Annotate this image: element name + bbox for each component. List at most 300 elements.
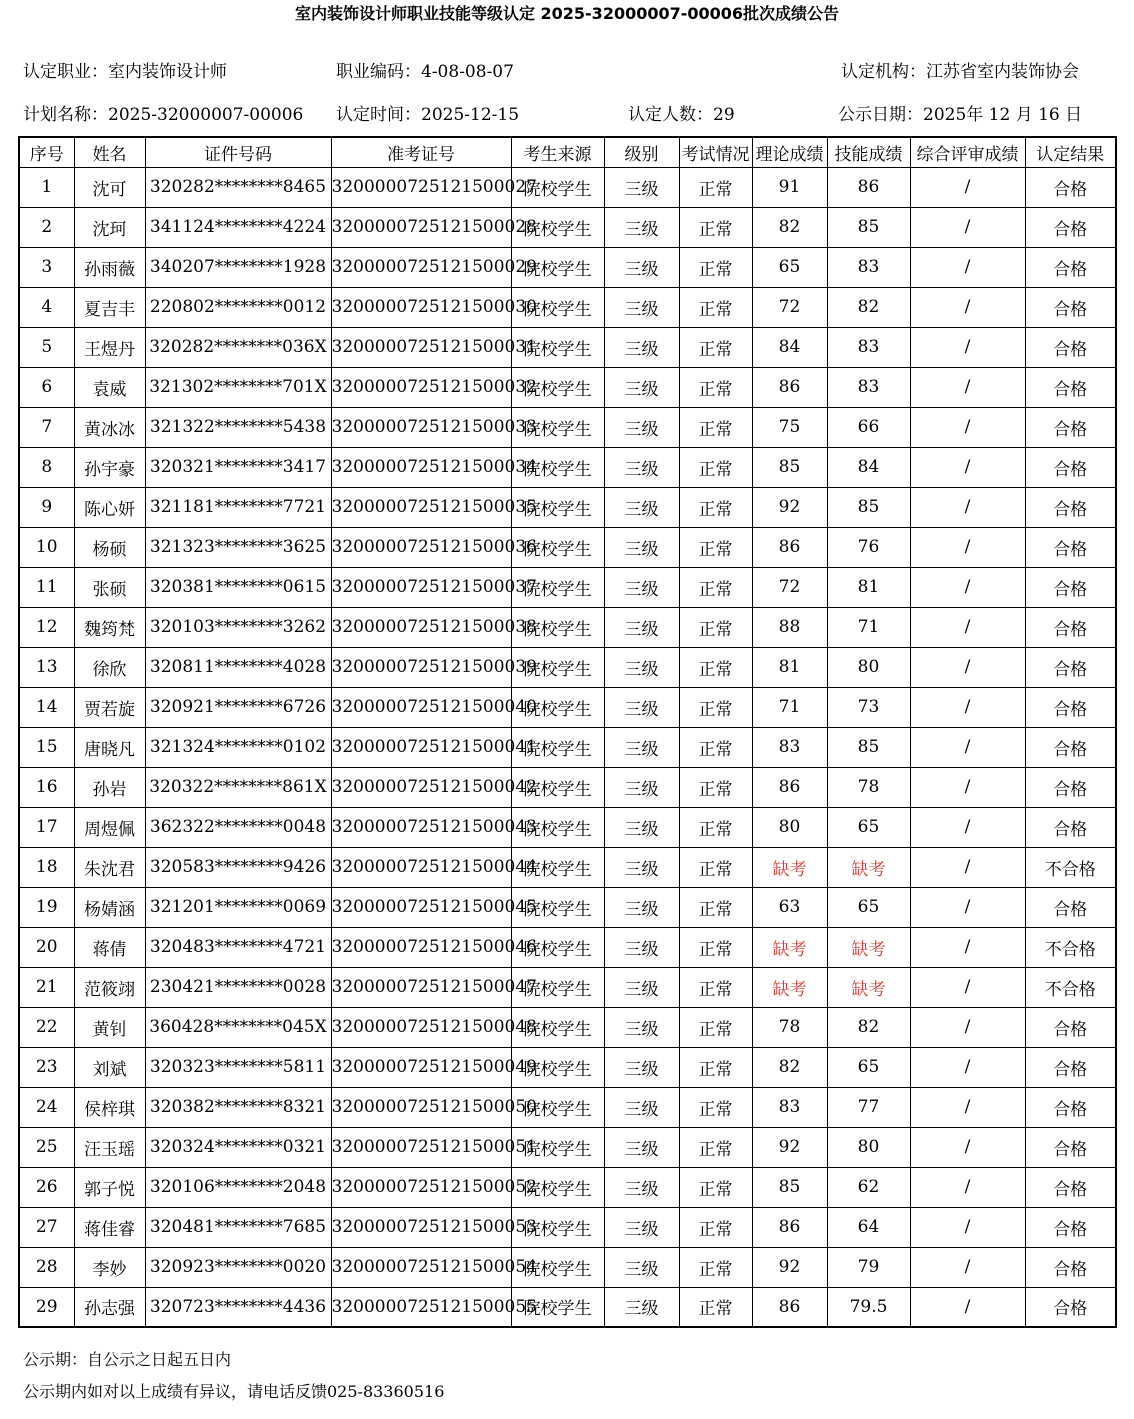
cell-level: 三级 (604, 687, 679, 727)
cell-level: 三级 (604, 927, 679, 967)
cell-skill-score: 缺考 (827, 927, 910, 967)
cell-exam-status: 正常 (679, 607, 752, 647)
cell-source: 院校学生 (511, 167, 604, 207)
cell-skill-score: 85 (827, 487, 910, 527)
cell-theory-score: 72 (752, 567, 827, 607)
cell-result: 合格 (1025, 887, 1116, 927)
cell-exam-number: 3200000725121500029 (331, 247, 511, 287)
table-row (19, 1247, 1116, 1287)
cell-review-score: / (910, 847, 1025, 887)
table-row (19, 327, 1116, 367)
cell-name: 孙岩 (74, 767, 145, 807)
cell-exam-status: 正常 (679, 967, 752, 1007)
cell-result: 合格 (1025, 367, 1116, 407)
cell-skill-score: 79.5 (827, 1287, 910, 1327)
cell-theory-score: 92 (752, 487, 827, 527)
publish-date-info: 公示日期：2025年 12 月 16 日 (838, 105, 1083, 125)
cell-source: 院校学生 (511, 527, 604, 567)
cell-skill-score: 85 (827, 207, 910, 247)
cell-review-score: / (910, 247, 1025, 287)
cell-exam-status: 正常 (679, 487, 752, 527)
institution-info: 认定机构：江苏省室内装饰协会 (841, 62, 1079, 82)
cell-exam-number: 3200000725121500036 (331, 527, 511, 567)
cell-no: 23 (19, 1047, 74, 1087)
cell-level: 三级 (604, 1167, 679, 1207)
cell-skill-score: 62 (827, 1167, 910, 1207)
cell-result: 不合格 (1025, 967, 1116, 1007)
cell-result: 合格 (1025, 327, 1116, 367)
cell-exam-status: 正常 (679, 327, 752, 367)
page-title: 室内装饰设计师职业技能等级认定 2025-32000007-00006批次成绩公告 (294, 4, 840, 23)
cell-exam-status: 正常 (679, 1047, 752, 1087)
header-result: 认定结果 (1025, 137, 1116, 167)
cell-exam-number: 3200000725121500048 (331, 1007, 511, 1047)
cell-source: 院校学生 (511, 807, 604, 847)
cell-id-number: 320583********9426 (145, 847, 331, 887)
cell-exam-number: 3200000725121500033 (331, 407, 511, 447)
cell-exam-status: 正常 (679, 887, 752, 927)
cell-no: 13 (19, 647, 74, 687)
cell-level: 三级 (604, 1207, 679, 1247)
cell-review-score: / (910, 607, 1025, 647)
cell-source: 院校学生 (511, 1087, 604, 1127)
cell-id-number: 320923********0020 (145, 1247, 331, 1287)
cell-exam-status: 正常 (679, 1167, 752, 1207)
cell-exam-status: 正常 (679, 407, 752, 447)
cell-exam-status: 正常 (679, 1287, 752, 1327)
table-row (19, 1207, 1116, 1247)
table-row (19, 847, 1116, 887)
table-body (19, 167, 1116, 1327)
cell-name: 汪玉瑶 (74, 1127, 145, 1167)
cell-result: 合格 (1025, 447, 1116, 487)
cell-exam-number: 3200000725121500038 (331, 607, 511, 647)
cell-theory-score: 85 (752, 447, 827, 487)
cell-theory-score: 86 (752, 1207, 827, 1247)
cell-review-score: / (910, 967, 1025, 1007)
cell-exam-status: 正常 (679, 287, 752, 327)
cell-source: 院校学生 (511, 447, 604, 487)
cell-exam-status: 正常 (679, 807, 752, 847)
cell-exam-status: 正常 (679, 1007, 752, 1047)
cell-no: 1 (19, 167, 74, 207)
cell-skill-score: 71 (827, 607, 910, 647)
cell-level: 三级 (604, 207, 679, 247)
cell-id-number: 320481********7685 (145, 1207, 331, 1247)
cell-result: 合格 (1025, 527, 1116, 567)
cell-review-score: / (910, 487, 1025, 527)
cell-skill-score: 85 (827, 727, 910, 767)
cell-id-number: 320811********4028 (145, 647, 331, 687)
cell-no: 27 (19, 1207, 74, 1247)
cell-exam-status: 正常 (679, 247, 752, 287)
table-row (19, 1167, 1116, 1207)
cell-source: 院校学生 (511, 247, 604, 287)
header-exam-status: 考试情况 (679, 137, 752, 167)
cell-id-number: 320282********8465 (145, 167, 331, 207)
cell-review-score: / (910, 1247, 1025, 1287)
cell-skill-score: 缺考 (827, 847, 910, 887)
cell-level: 三级 (604, 487, 679, 527)
cell-name: 杨婧涵 (74, 887, 145, 927)
cell-id-number: 320103********3262 (145, 607, 331, 647)
cell-no: 2 (19, 207, 74, 247)
cell-exam-status: 正常 (679, 687, 752, 727)
cell-level: 三级 (604, 247, 679, 287)
cell-level: 三级 (604, 1247, 679, 1287)
cell-review-score: / (910, 287, 1025, 327)
cell-theory-score: 82 (752, 207, 827, 247)
cell-name: 唐晓凡 (74, 727, 145, 767)
cell-exam-number: 3200000725121500049 (331, 1047, 511, 1087)
cell-review-score: / (910, 807, 1025, 847)
cell-source: 院校学生 (511, 207, 604, 247)
cell-theory-score: 86 (752, 1287, 827, 1327)
cell-review-score: / (910, 647, 1025, 687)
cell-review-score: / (910, 1167, 1025, 1207)
cell-result: 合格 (1025, 247, 1116, 287)
cell-source: 院校学生 (511, 887, 604, 927)
cell-theory-score: 86 (752, 527, 827, 567)
cell-review-score: / (910, 927, 1025, 967)
table-row (19, 967, 1116, 1007)
table-row (19, 727, 1116, 767)
cell-level: 三级 (604, 647, 679, 687)
cell-id-number: 362322********0048 (145, 807, 331, 847)
cell-skill-score: 84 (827, 447, 910, 487)
cell-review-score: / (910, 767, 1025, 807)
table-row (19, 767, 1116, 807)
cell-id-number: 320106********2048 (145, 1167, 331, 1207)
cell-level: 三级 (604, 567, 679, 607)
cell-exam-status: 正常 (679, 567, 752, 607)
cell-exam-number: 3200000725121500043 (331, 807, 511, 847)
cell-id-number: 320282********036X (145, 327, 331, 367)
cell-theory-score: 71 (752, 687, 827, 727)
table-row (19, 207, 1116, 247)
cell-exam-number: 3200000725121500053 (331, 1207, 511, 1247)
table-row (19, 527, 1116, 567)
cell-no: 15 (19, 727, 74, 767)
cell-level: 三级 (604, 887, 679, 927)
candidate-count-info: 认定人数：29 (628, 105, 735, 125)
header-source: 考生来源 (511, 137, 604, 167)
table-row (19, 647, 1116, 687)
cell-no: 19 (19, 887, 74, 927)
cell-source: 院校学生 (511, 727, 604, 767)
cell-no: 12 (19, 607, 74, 647)
table-row (19, 687, 1116, 727)
cell-id-number: 320921********6726 (145, 687, 331, 727)
table-row (19, 367, 1116, 407)
cell-name: 沈珂 (74, 207, 145, 247)
cell-name: 孙宇豪 (74, 447, 145, 487)
cell-exam-status: 正常 (679, 767, 752, 807)
cell-id-number: 340207********1928 (145, 247, 331, 287)
table-row (19, 567, 1116, 607)
cell-name: 范筱翊 (74, 967, 145, 1007)
cell-theory-score: 缺考 (752, 927, 827, 967)
cell-level: 三级 (604, 167, 679, 207)
cell-skill-score: 65 (827, 1047, 910, 1087)
cell-id-number: 341124********4224 (145, 207, 331, 247)
cell-name: 夏吉丰 (74, 287, 145, 327)
cell-id-number: 230421********0028 (145, 967, 331, 1007)
cell-exam-number: 3200000725121500034 (331, 447, 511, 487)
cell-review-score: / (910, 407, 1025, 447)
cell-source: 院校学生 (511, 1287, 604, 1327)
score-table (18, 136, 1117, 1328)
cell-no: 21 (19, 967, 74, 1007)
cell-no: 8 (19, 447, 74, 487)
cell-review-score: / (910, 887, 1025, 927)
cell-theory-score: 78 (752, 1007, 827, 1047)
cell-review-score: / (910, 207, 1025, 247)
table-row (19, 1007, 1116, 1047)
cell-exam-number: 3200000725121500035 (331, 487, 511, 527)
table-row (19, 1127, 1116, 1167)
cell-exam-number: 3200000725121500031 (331, 327, 511, 367)
cell-result: 合格 (1025, 1207, 1116, 1247)
plan-name-info: 计划名称：2025-32000007-00006 (23, 105, 304, 125)
cell-theory-score: 81 (752, 647, 827, 687)
cell-review-score: / (910, 1127, 1025, 1167)
cell-exam-status: 正常 (679, 367, 752, 407)
cell-name: 周煜佩 (74, 807, 145, 847)
cell-exam-status: 正常 (679, 727, 752, 767)
cell-result: 合格 (1025, 567, 1116, 607)
cell-name: 魏筠梵 (74, 607, 145, 647)
cell-source: 院校学生 (511, 1167, 604, 1207)
cell-skill-score: 73 (827, 687, 910, 727)
table-row (19, 927, 1116, 967)
cell-no: 20 (19, 927, 74, 967)
cell-skill-score: 65 (827, 807, 910, 847)
cell-theory-score: 84 (752, 327, 827, 367)
cell-exam-number: 3200000725121500037 (331, 567, 511, 607)
table-row (19, 607, 1116, 647)
cell-id-number: 220802********0012 (145, 287, 331, 327)
cell-id-number: 321201********0069 (145, 887, 331, 927)
cell-level: 三级 (604, 407, 679, 447)
table-row (19, 407, 1116, 447)
cell-source: 院校学生 (511, 647, 604, 687)
cell-name: 袁威 (74, 367, 145, 407)
cell-no: 26 (19, 1167, 74, 1207)
cell-theory-score: 86 (752, 367, 827, 407)
cell-source: 院校学生 (511, 1047, 604, 1087)
cell-id-number: 320321********3417 (145, 447, 331, 487)
cell-no: 28 (19, 1247, 74, 1287)
cell-exam-number: 3200000725121500045 (331, 887, 511, 927)
cell-level: 三级 (604, 1047, 679, 1087)
cell-skill-score: 83 (827, 367, 910, 407)
header-exam-number: 准考证号 (331, 137, 511, 167)
cell-name: 蒋倩 (74, 927, 145, 967)
cell-no: 17 (19, 807, 74, 847)
cell-result: 合格 (1025, 1007, 1116, 1047)
cell-theory-score: 缺考 (752, 967, 827, 1007)
cell-review-score: / (910, 727, 1025, 767)
cell-name: 徐欣 (74, 647, 145, 687)
cell-no: 22 (19, 1007, 74, 1047)
cell-name: 张硕 (74, 567, 145, 607)
cell-no: 9 (19, 487, 74, 527)
cell-theory-score: 86 (752, 767, 827, 807)
cell-level: 三级 (604, 367, 679, 407)
cell-id-number: 320324********0321 (145, 1127, 331, 1167)
cell-exam-status: 正常 (679, 1207, 752, 1247)
cell-review-score: / (910, 1087, 1025, 1127)
cell-source: 院校学生 (511, 967, 604, 1007)
cell-exam-number: 3200000725121500050 (331, 1087, 511, 1127)
table-row (19, 487, 1116, 527)
header-theory-score: 理论成绩 (752, 137, 827, 167)
cell-review-score: / (910, 367, 1025, 407)
table-row (19, 1287, 1116, 1327)
cell-review-score: / (910, 687, 1025, 727)
cell-theory-score: 83 (752, 727, 827, 767)
cell-level: 三级 (604, 727, 679, 767)
occupation-info: 认定职业：室内装饰设计师 (23, 62, 227, 82)
cell-skill-score: 64 (827, 1207, 910, 1247)
cell-source: 院校学生 (511, 607, 604, 647)
table-row (19, 447, 1116, 487)
cell-theory-score: 85 (752, 1167, 827, 1207)
cell-result: 合格 (1025, 1167, 1116, 1207)
cell-skill-score: 86 (827, 167, 910, 207)
cell-level: 三级 (604, 967, 679, 1007)
cell-review-score: / (910, 527, 1025, 567)
cell-skill-score: 66 (827, 407, 910, 447)
cell-name: 孙志强 (74, 1287, 145, 1327)
cell-source: 院校学生 (511, 1007, 604, 1047)
cell-exam-number: 3200000725121500042 (331, 767, 511, 807)
cell-exam-number: 3200000725121500047 (331, 967, 511, 1007)
cell-id-number: 320382********8321 (145, 1087, 331, 1127)
cell-exam-number: 3200000725121500041 (331, 727, 511, 767)
table-row (19, 247, 1116, 287)
cell-exam-number: 3200000725121500046 (331, 927, 511, 967)
cell-no: 24 (19, 1087, 74, 1127)
cell-result: 合格 (1025, 687, 1116, 727)
cell-theory-score: 83 (752, 1087, 827, 1127)
cell-result: 合格 (1025, 607, 1116, 647)
cell-level: 三级 (604, 1007, 679, 1047)
cell-skill-score: 78 (827, 767, 910, 807)
cell-source: 院校学生 (511, 767, 604, 807)
cell-no: 4 (19, 287, 74, 327)
cell-result: 合格 (1025, 1127, 1116, 1167)
cell-result: 不合格 (1025, 927, 1116, 967)
table-row (19, 1047, 1116, 1087)
cell-exam-number: 3200000725121500040 (331, 687, 511, 727)
cell-skill-score: 缺考 (827, 967, 910, 1007)
cell-result: 合格 (1025, 487, 1116, 527)
cell-name: 孙雨薇 (74, 247, 145, 287)
cell-no: 11 (19, 567, 74, 607)
cell-exam-number: 3200000725121500044 (331, 847, 511, 887)
table-row (19, 167, 1116, 207)
cell-source: 院校学生 (511, 407, 604, 447)
cell-id-number: 320323********5811 (145, 1047, 331, 1087)
header-no: 序号 (19, 137, 74, 167)
cell-name: 蒋佳睿 (74, 1207, 145, 1247)
cell-exam-status: 正常 (679, 1247, 752, 1287)
table-row (19, 1087, 1116, 1127)
cell-skill-score: 76 (827, 527, 910, 567)
cell-result: 合格 (1025, 647, 1116, 687)
cell-id-number: 321322********5438 (145, 407, 331, 447)
cell-source: 院校学生 (511, 927, 604, 967)
cell-skill-score: 81 (827, 567, 910, 607)
header-skill-score: 技能成绩 (827, 137, 910, 167)
cell-theory-score: 92 (752, 1127, 827, 1167)
cell-id-number: 321181********7721 (145, 487, 331, 527)
contact-text: 公示期内如对以上成绩有异议，请电话反馈025-83360516 (23, 1382, 445, 1401)
cell-exam-number: 3200000725121500030 (331, 287, 511, 327)
cell-no: 7 (19, 407, 74, 447)
cell-exam-number: 3200000725121500027 (331, 167, 511, 207)
cell-review-score: / (910, 1047, 1025, 1087)
cell-exam-status: 正常 (679, 167, 752, 207)
cell-exam-status: 正常 (679, 927, 752, 967)
cell-no: 18 (19, 847, 74, 887)
cell-name: 沈可 (74, 167, 145, 207)
cell-level: 三级 (604, 447, 679, 487)
cell-source: 院校学生 (511, 487, 604, 527)
cell-no: 10 (19, 527, 74, 567)
cell-exam-number: 3200000725121500052 (331, 1167, 511, 1207)
cell-theory-score: 91 (752, 167, 827, 207)
cell-theory-score: 72 (752, 287, 827, 327)
cell-exam-status: 正常 (679, 847, 752, 887)
cell-no: 25 (19, 1127, 74, 1167)
cell-level: 三级 (604, 847, 679, 887)
cell-id-number: 321323********3625 (145, 527, 331, 567)
cell-skill-score: 82 (827, 1007, 910, 1047)
cell-exam-number: 3200000725121500055 (331, 1287, 511, 1327)
cell-result: 合格 (1025, 1047, 1116, 1087)
cell-no: 5 (19, 327, 74, 367)
cell-no: 6 (19, 367, 74, 407)
cell-result: 合格 (1025, 207, 1116, 247)
header-review-score: 综合评审成绩 (910, 137, 1025, 167)
cell-result: 合格 (1025, 1087, 1116, 1127)
table-header-row (19, 137, 1116, 167)
cell-name: 李妙 (74, 1247, 145, 1287)
cell-source: 院校学生 (511, 847, 604, 887)
cell-result: 合格 (1025, 807, 1116, 847)
cell-result: 合格 (1025, 287, 1116, 327)
cell-name: 朱沈君 (74, 847, 145, 887)
cell-no: 16 (19, 767, 74, 807)
table-row (19, 287, 1116, 327)
cell-name: 陈心妍 (74, 487, 145, 527)
cell-no: 3 (19, 247, 74, 287)
cell-source: 院校学生 (511, 567, 604, 607)
cell-no: 29 (19, 1287, 74, 1327)
cell-exam-status: 正常 (679, 527, 752, 567)
cell-review-score: / (910, 447, 1025, 487)
cell-review-score: / (910, 327, 1025, 367)
cell-id-number: 320723********4436 (145, 1287, 331, 1327)
cell-name: 刘斌 (74, 1047, 145, 1087)
cell-theory-score: 65 (752, 247, 827, 287)
cell-source: 院校学生 (511, 1207, 604, 1247)
cell-skill-score: 77 (827, 1087, 910, 1127)
cell-exam-status: 正常 (679, 1087, 752, 1127)
